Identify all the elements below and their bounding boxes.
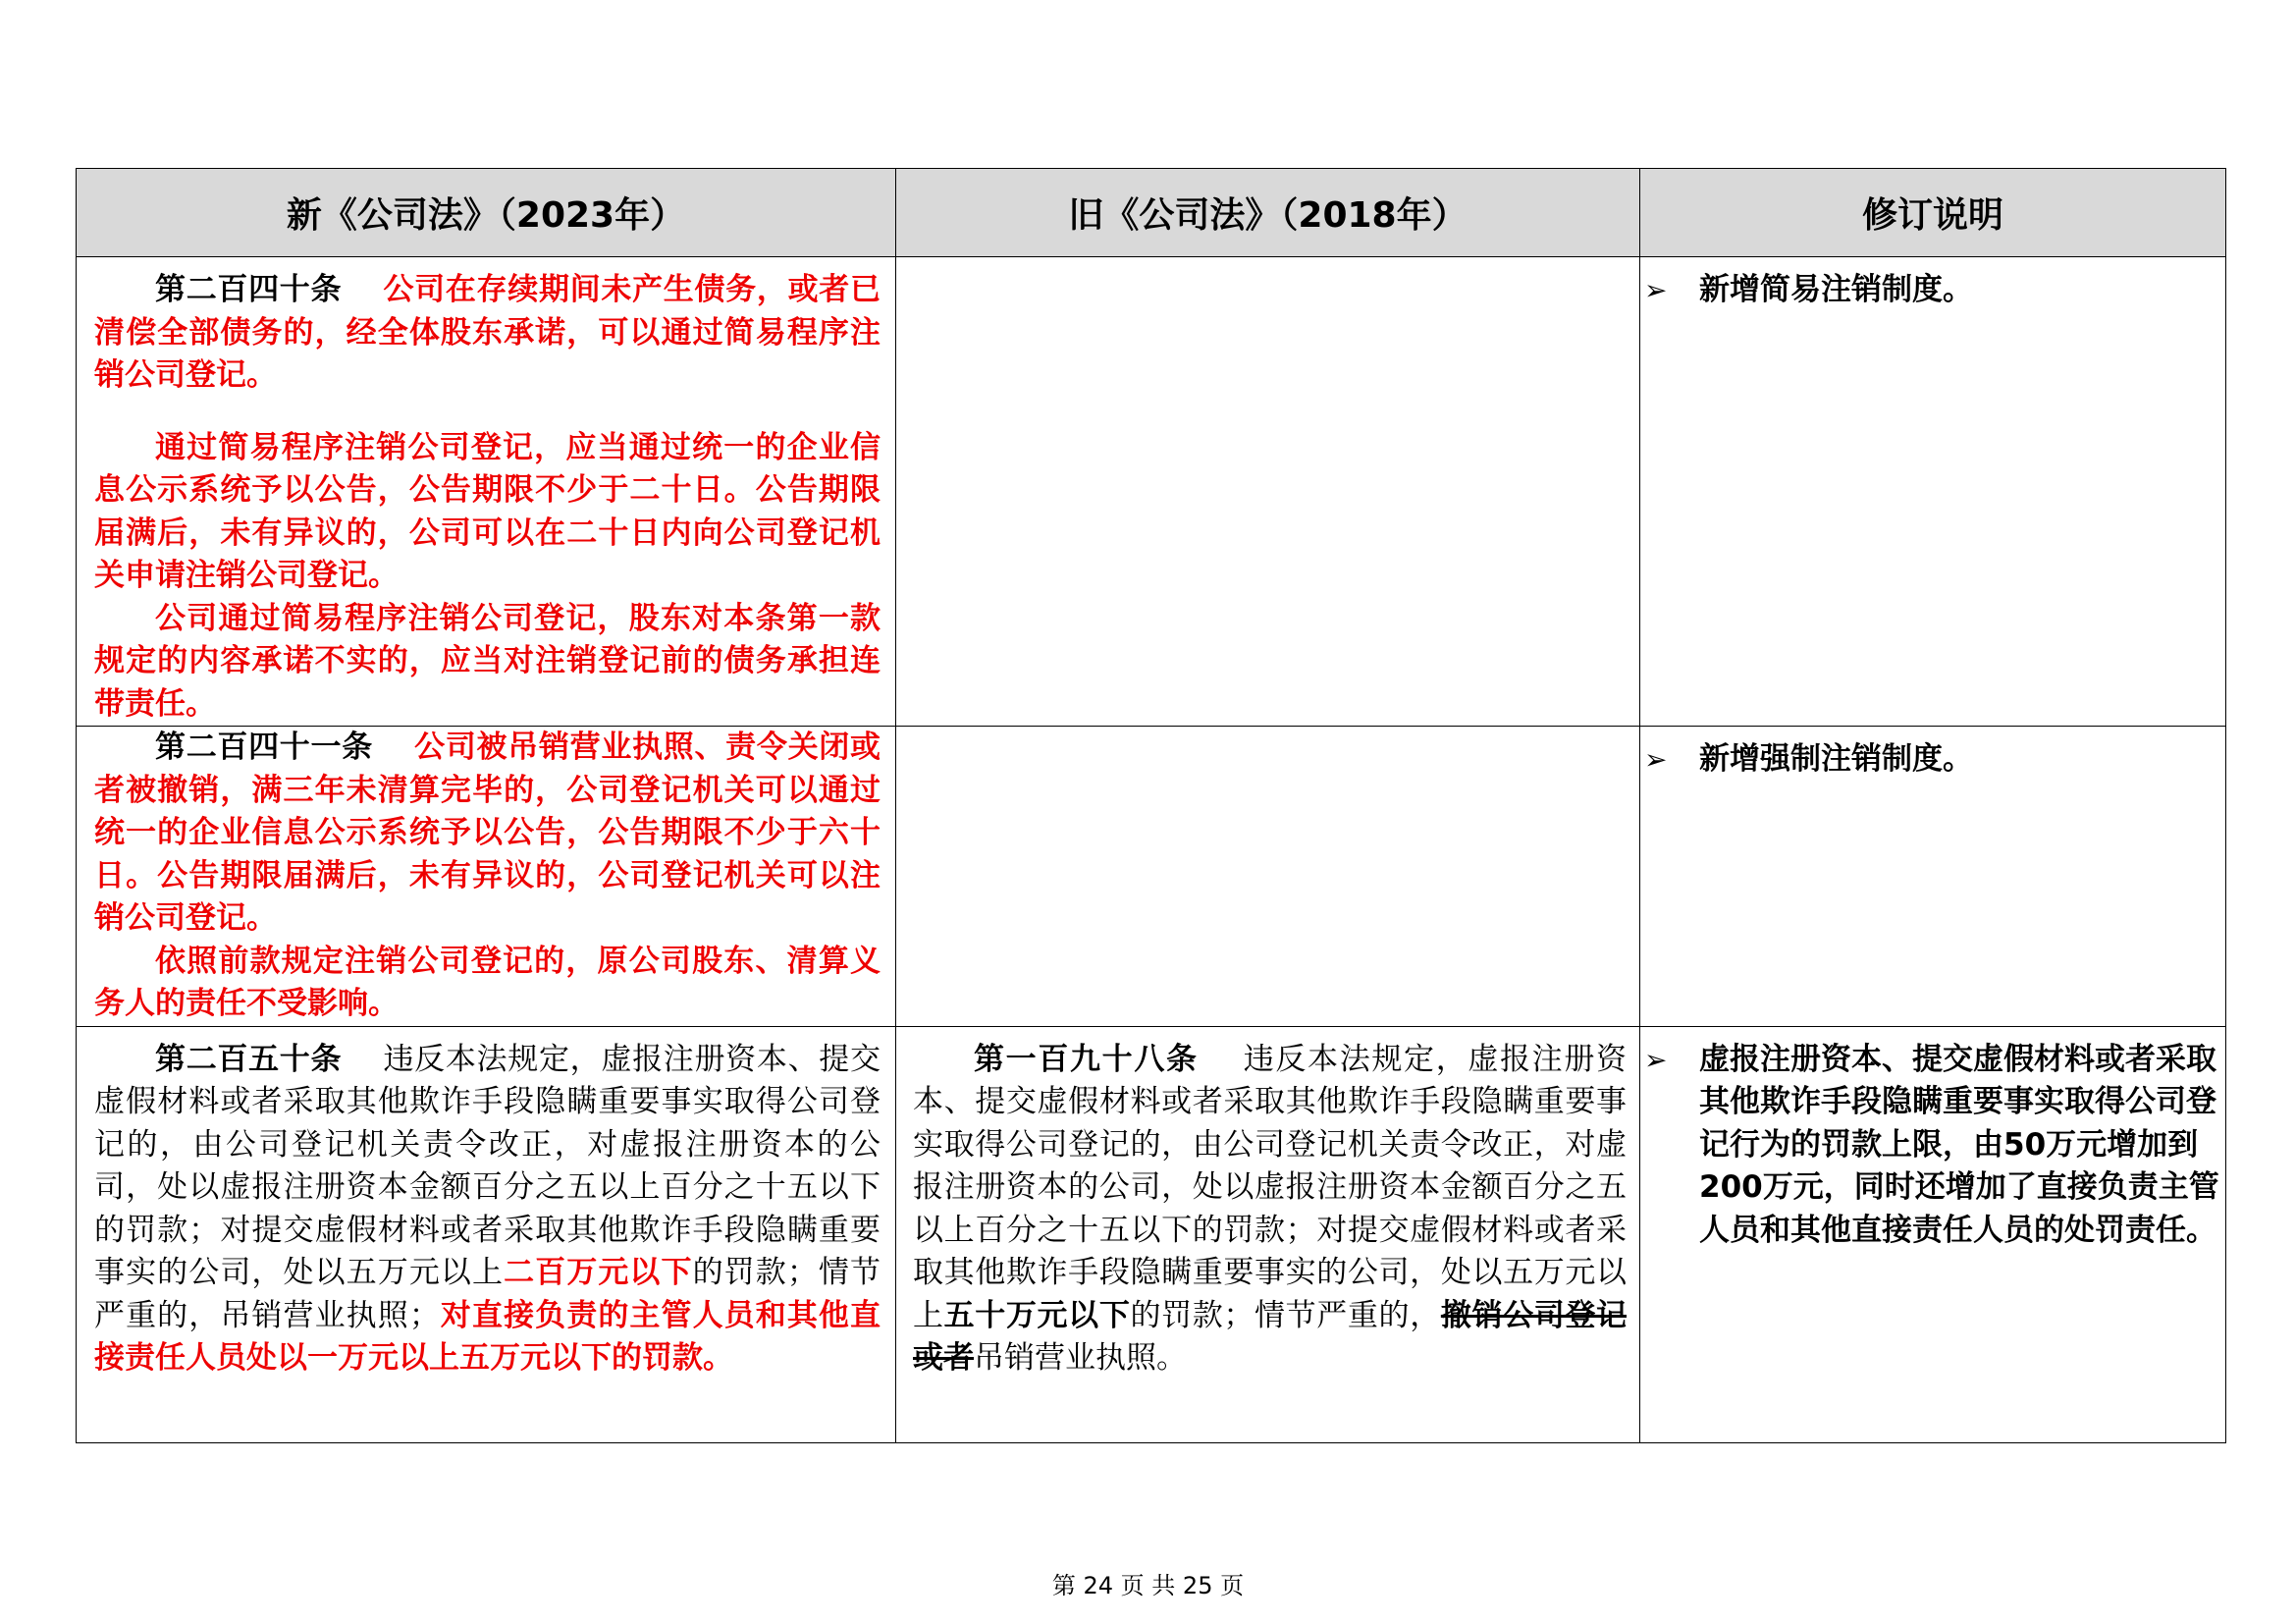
article-text: 公司被吊销营业执照、责令关闭或者被撤销，满三年未清算完毕的，公司登记机关可以通过统一的企业信息公示系统予以公告，公告期限不少于六十日。公告期限届满后，未有异议的，公司登记机关可以注销公司登记。 — [94, 730, 881, 936]
article-text: 公司在存续期间未产生债务，或者已清偿全部债务的，经全体股东承诺，可以通过简易程序注销公司登记。 — [94, 272, 881, 393]
revision-note-cell — [1640, 257, 2226, 727]
deleted-text: 撤销公司登记或者 — [913, 1297, 1628, 1376]
new-law-cell — [77, 727, 896, 1027]
arrow-bullet-icon: ➢ — [1644, 274, 1668, 306]
article-paragraph — [77, 598, 895, 727]
article-text: 的罚款；情节严重的，吊销营业执照； — [94, 1255, 881, 1333]
table-header-row — [77, 169, 2226, 257]
article-number: 第二百四十一条 — [155, 730, 373, 765]
article-text: 吊销营业执照。 — [974, 1340, 1187, 1376]
note-text: 新增简易注销制度。 — [1699, 272, 1973, 307]
article-paragraph — [77, 727, 895, 941]
note-text: 虚报注册资本、提交虚假材料或者采取其他欺诈手段隐瞒重要事实取得公司登记行为的罚款上限，由50万元增加到200万元，同时还增加了直接负责主管人员和其他直接责任人员的处罚责任。 — [1699, 1041, 2219, 1248]
revision-note — [1640, 727, 2225, 782]
revision-note-cell — [1640, 727, 2226, 1027]
article-number: 第二百五十条 — [155, 1041, 343, 1077]
comparison-table — [76, 168, 2226, 1443]
table-row — [77, 727, 2226, 1027]
old-law-cell — [896, 257, 1640, 727]
article-text: 公司通过简易程序注销公司登记，股东对本条第一款规定的内容承诺不实的，应当对注销登记前的债务承担连带责任。 — [94, 600, 881, 722]
article-text: 依照前款规定注销公司登记的，原公司股东、清算义务人的责任不受影响。 — [94, 943, 881, 1021]
article-paragraph — [77, 257, 895, 398]
article-number: 第二百四十条 — [155, 272, 343, 307]
new-law-cell — [77, 257, 896, 727]
amended-text: 二百万元以下 — [504, 1255, 693, 1290]
article-text: 的罚款；情节严重的， — [1130, 1297, 1441, 1333]
note-text: 新增强制注销制度。 — [1699, 741, 1973, 777]
article-paragraph — [77, 415, 895, 598]
header-old-law: 旧《公司法》（2018年） — [896, 169, 1640, 257]
article-number: 第一百九十八条 — [974, 1041, 1199, 1077]
header-new-law: 新《公司法》（2023年） — [77, 169, 896, 257]
article-text: 通过简易程序注销公司登记，应当通过统一的企业信息公示系统予以公告，公告期限不少于二十日。公告期限届满后，未有异议的，公司可以在二十日内向公司登记机关申请注销公司登记。 — [94, 429, 881, 593]
revision-note — [1640, 1027, 2225, 1253]
article-paragraph — [77, 1027, 895, 1380]
revision-note — [1640, 257, 2225, 312]
old-law-cell — [896, 727, 1640, 1027]
table-row — [77, 1026, 2226, 1442]
article-paragraph — [77, 941, 895, 1026]
revision-note-cell — [1640, 1026, 2226, 1442]
article-text: 违反本法规定，虚报注册资本、提交虚假材料或者采取其他欺诈手段隐瞒重要事实取得公司登记的，由公司登记机关责令改正，对虚报注册资本的公司，处以虚报注册资本金额百分之五以上百分之十五以下的罚款；对提交虚假材料或者采取其他欺诈手段隐瞒重要事实的公司，处以五万元以上 — [913, 1041, 1628, 1333]
old-law-cell — [896, 1026, 1640, 1442]
amended-text: 对直接负责的主管人员和其他直接责任人员处以一万元以上五万元以下的罚款。 — [94, 1297, 881, 1376]
page-footer: 第 24 页 共 25 页 — [1051, 1572, 1245, 1599]
arrow-bullet-icon: ➢ — [1644, 1043, 1668, 1076]
article-text: 违反本法规定，虚报注册资本、提交虚假材料或者采取其他欺诈手段隐瞒重要事实取得公司登记的，由公司登记机关责令改正，对虚报注册资本的公司，处以虚报注册资本金额百分之五以上百分之十五以下的罚款；对提交虚假材料或者采取其他欺诈手段隐瞒重要事实的公司，处以五万元以上 — [94, 1041, 881, 1290]
changed-text: 五十万元以下 — [943, 1297, 1131, 1333]
header-revision-note: 修订说明 — [1640, 169, 2226, 257]
new-law-cell — [77, 1026, 896, 1442]
arrow-bullet-icon: ➢ — [1644, 743, 1668, 776]
article-paragraph — [896, 1027, 1639, 1380]
table-row — [77, 257, 2226, 727]
